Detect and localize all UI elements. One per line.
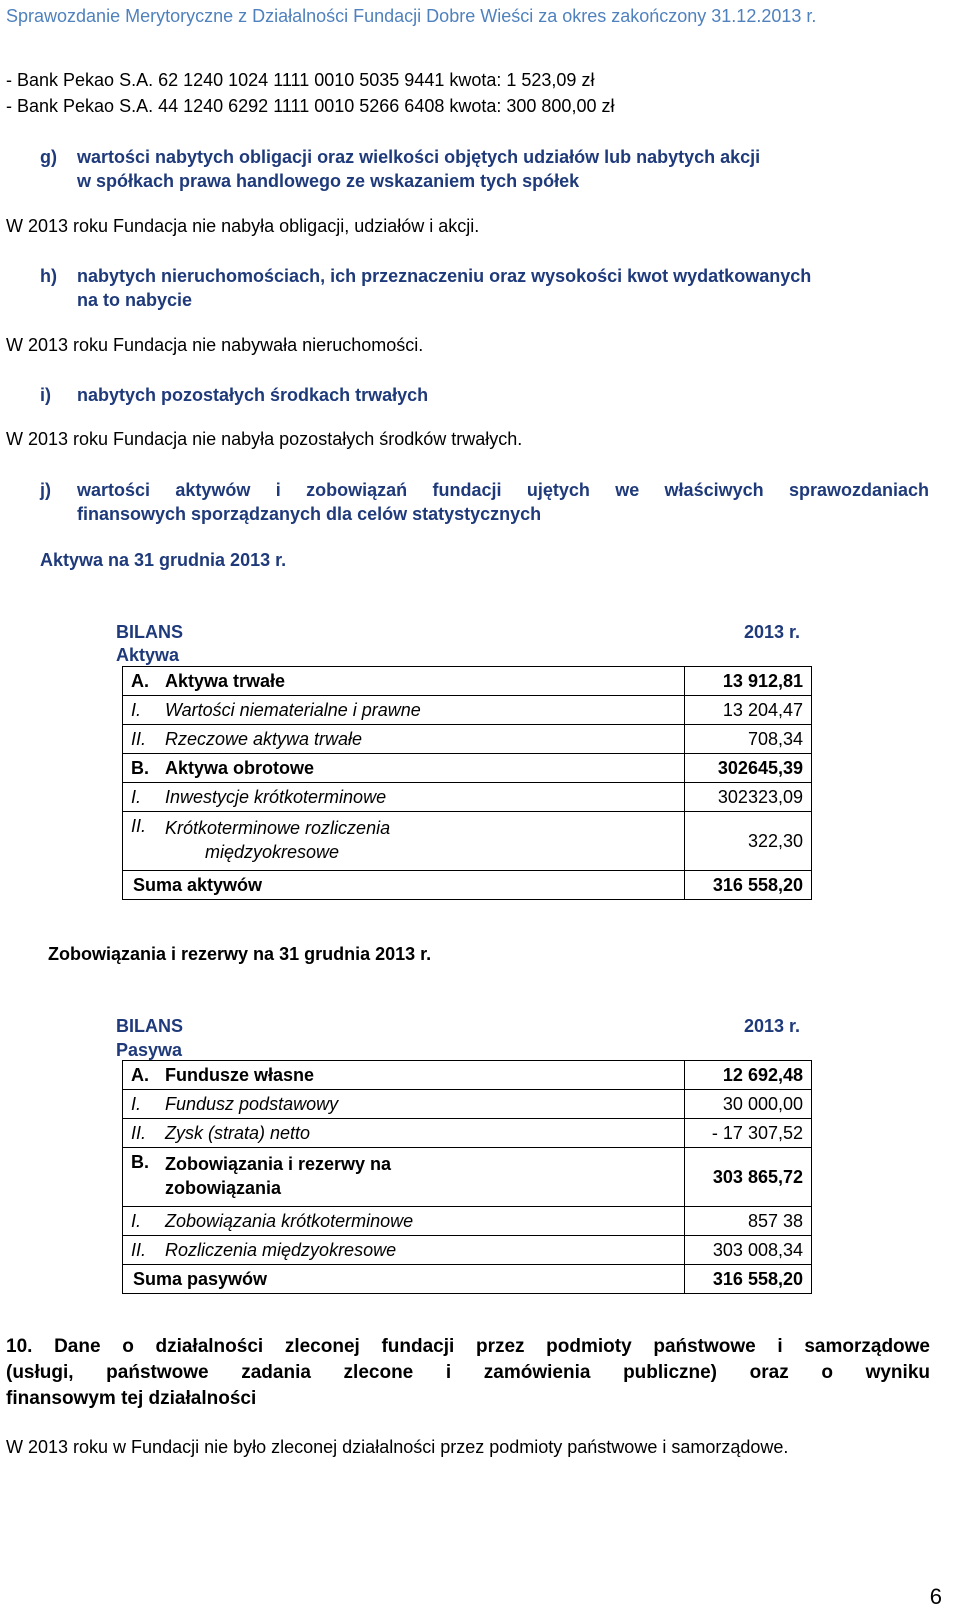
table-row <box>123 667 812 696</box>
pasywa-bilans-label: BILANS <box>116 1016 183 1036</box>
page-number: 6 <box>929 1584 942 1609</box>
row-code: B. <box>123 754 158 783</box>
row-label: Fundusz podstawowy <box>157 1090 685 1119</box>
section-i-letter: i) <box>40 385 51 405</box>
section-10-title-line1: 10. Dane o działalności zleconej fundacji przez podmioty państwowe i samorządowe <box>6 1336 930 1357</box>
table-row <box>123 1236 812 1265</box>
total-label: Suma pasywów <box>123 1265 685 1294</box>
pasywa-table <box>122 1060 812 1294</box>
bank-account-line: - Bank Pekao S.A. 44 1240 6292 1111 0010 5266 6408 kwota: 300 800,00 zł <box>6 96 615 116</box>
row-value: 13 912,81 <box>685 667 812 696</box>
total-value: 316 558,20 <box>685 871 812 900</box>
pasywa-year-label: 2013 r. <box>744 1016 801 1036</box>
row-label: Inwestycje krótkoterminowe <box>157 783 685 812</box>
row-label-line1: Krótkoterminowe rozliczenia <box>165 818 391 838</box>
section-j-title-line2: finansowych sporządzanych dla celów statystycznych <box>77 504 542 524</box>
total-value: 316 558,20 <box>685 1265 812 1294</box>
table-row-total <box>123 871 812 900</box>
row-label <box>157 1148 685 1207</box>
row-code: I. <box>123 1207 158 1236</box>
row-value: 322,30 <box>685 812 812 871</box>
row-code: A. <box>123 667 158 696</box>
table-row <box>123 696 812 725</box>
section-h-letter: h) <box>40 266 57 286</box>
table-row <box>123 1207 812 1236</box>
table-row <box>123 783 812 812</box>
document-header: Sprawozdanie Merytoryczne z Działalności Fundacji Dobre Wieści za okres zakończony 31.12.2013 r. <box>6 6 817 26</box>
row-code: A. <box>123 1061 158 1090</box>
section-j-title-line1: wartości aktywów i zobowiązań fundacji ujętych we właściwych sprawozdaniach <box>77 480 929 500</box>
section-g-title-line1: wartości nabytych obligacji oraz wielkości objętych udziałów lub nabytych akcji <box>77 147 761 167</box>
row-code: B. <box>123 1148 158 1207</box>
row-value: 303 008,34 <box>685 1236 812 1265</box>
row-label: Fundusze własne <box>157 1061 685 1090</box>
row-label: Aktywa trwałe <box>157 667 685 696</box>
section-i-title: nabytych pozostałych środkach trwałych <box>77 385 429 405</box>
section-h-title-line2: na to nabycie <box>77 290 193 310</box>
table-row <box>123 1148 812 1207</box>
table-row <box>123 725 812 754</box>
table-row <box>123 1090 812 1119</box>
section-h-title-line1: nabytych nieruchomościach, ich przeznaczeniu oraz wysokości kwot wydatkowanych <box>77 266 812 286</box>
row-code: II. <box>123 1236 158 1265</box>
section-i-text: W 2013 roku Fundacja nie nabyła pozostałych środków trwałych. <box>6 429 523 449</box>
row-code: I. <box>123 1090 158 1119</box>
aktywa-table <box>122 666 812 900</box>
row-label: Zysk (strata) netto <box>157 1119 685 1148</box>
row-value: 708,34 <box>685 725 812 754</box>
row-value: 302323,09 <box>685 783 812 812</box>
aktywa-year-label: 2013 r. <box>744 622 801 642</box>
row-code: II. <box>123 725 158 754</box>
section-10-text: W 2013 roku w Fundacji nie było zleconej działalności przez podmioty państwowe i samorządowe. <box>6 1437 789 1457</box>
row-label: Wartości niematerialne i prawne <box>157 696 685 725</box>
row-value: 302645,39 <box>685 754 812 783</box>
table-row <box>123 754 812 783</box>
row-label: Rozliczenia międzyokresowe <box>157 1236 685 1265</box>
row-value: 857 38 <box>685 1207 812 1236</box>
total-label: Suma aktywów <box>123 871 685 900</box>
bank-account-line: - Bank Pekao S.A. 62 1240 1024 1111 0010 5035 9441 kwota: 1 523,09 zł <box>6 70 595 90</box>
section-g-title-line2: w spółkach prawa handlowego ze wskazaniem tych spółek <box>77 171 580 191</box>
row-label-line2: międzyokresowe <box>205 842 340 862</box>
section-10-title-line3: finansowym tej działalności <box>6 1388 257 1409</box>
row-label <box>157 812 685 871</box>
row-label: Aktywa obrotowe <box>157 754 685 783</box>
pasywa-side-label: Pasywa <box>116 1040 183 1060</box>
section-h-text: W 2013 roku Fundacja nie nabywała nieruchomości. <box>6 335 424 355</box>
row-code: I. <box>123 783 158 812</box>
row-value: 30 000,00 <box>685 1090 812 1119</box>
row-code: I. <box>123 696 158 725</box>
section-g-letter: g) <box>40 147 57 167</box>
row-value: 303 865,72 <box>685 1148 812 1207</box>
aktywa-side-label: Aktywa <box>116 645 180 665</box>
section-j-letter: j) <box>40 480 51 500</box>
row-label: Zobowiązania krótkoterminowe <box>157 1207 685 1236</box>
table-row <box>123 812 812 871</box>
section-10-title-line2: (usługi, państwowe zadania zlecone i zamówienia publiczne) oraz o wyniku <box>6 1362 930 1383</box>
row-value: 12 692,48 <box>685 1061 812 1090</box>
row-value: - 17 307,52 <box>685 1119 812 1148</box>
aktywa-heading: Aktywa na 31 grudnia 2013 r. <box>40 550 287 570</box>
section-g-text: W 2013 roku Fundacja nie nabyła obligacji, udziałów i akcji. <box>6 216 480 236</box>
table-row-total <box>123 1265 812 1294</box>
table-row <box>123 1061 812 1090</box>
aktywa-bilans-label: BILANS <box>116 622 183 642</box>
row-label-line1: Zobowiązania i rezerwy na <box>165 1154 392 1174</box>
row-code: II. <box>123 812 158 871</box>
row-label: Rzeczowe aktywa trwałe <box>157 725 685 754</box>
table-row <box>123 1119 812 1148</box>
row-code: II. <box>123 1119 158 1148</box>
row-value: 13 204,47 <box>685 696 812 725</box>
row-label-line2: zobowiązania <box>165 1178 282 1198</box>
pasywa-heading: Zobowiązania i rezerwy na 31 grudnia 2013 r. <box>48 944 432 964</box>
